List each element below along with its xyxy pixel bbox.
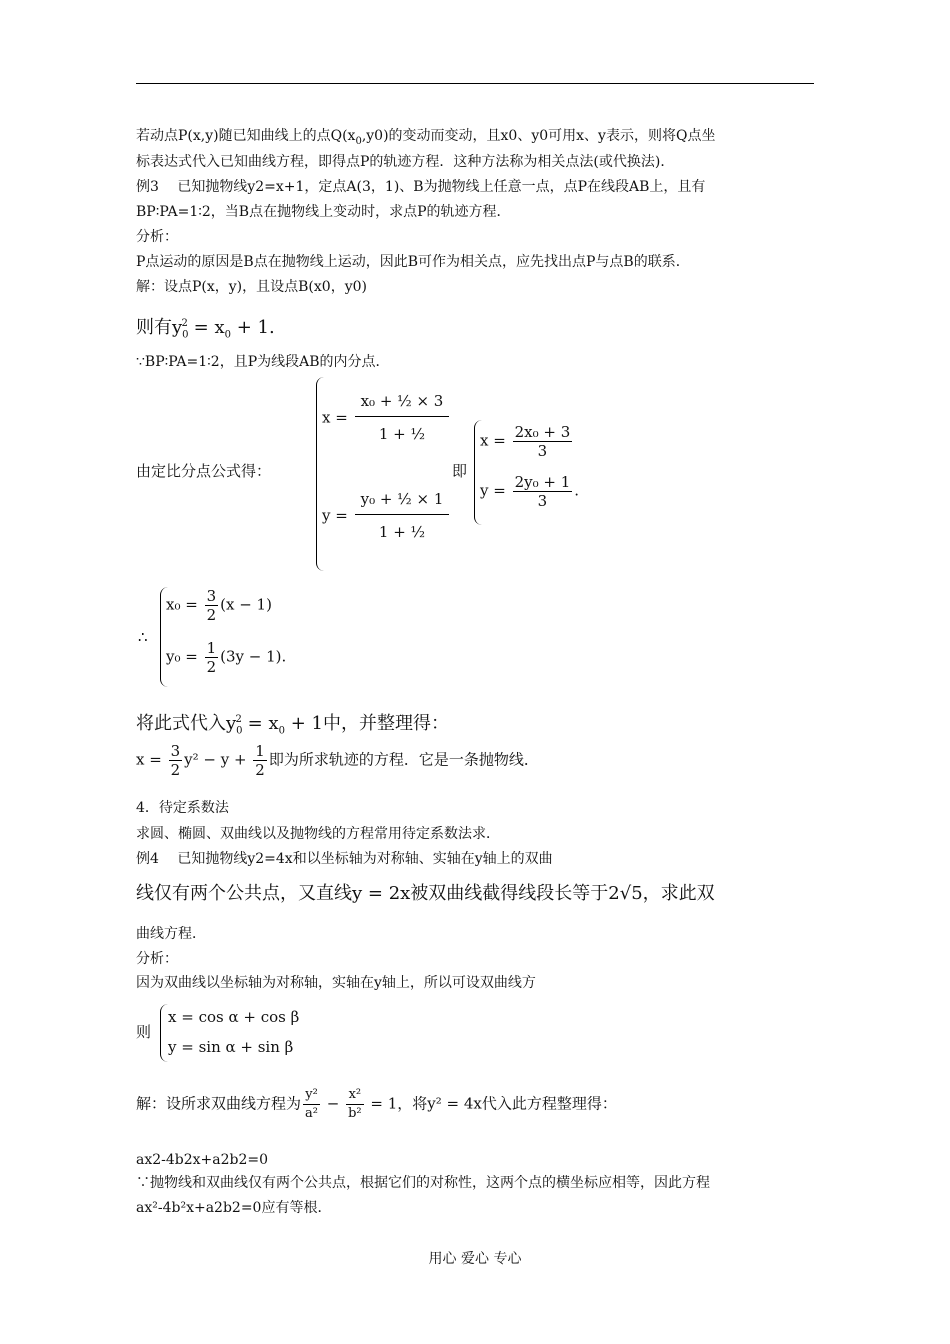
text-line: 标表达式代入已知曲线方程，即得点P的轨迹方程．这种方法称为相关点法(或代换法)． bbox=[136, 154, 675, 170]
text-label: 则 bbox=[136, 1023, 152, 1041]
equation-x0: x₀ = $\frac{3}{2}$ (x − 1) bbox=[166, 587, 272, 624]
equation-x: x = cos α + cos β bbox=[168, 1008, 300, 1026]
text-line: ∵BP∶PA=1∶2，且P为线段AB的内分点． bbox=[136, 354, 390, 370]
equation-line: 则有$y_0^2 = x_0 + 1$. bbox=[136, 317, 275, 341]
header-rule bbox=[136, 83, 814, 84]
section-heading: 4．待定系数法 bbox=[136, 800, 229, 816]
text-line: ∵抛物线和双曲线仅有两个公共点，根据它们的对称性，这两个点的横坐标应相等，因此方程 bbox=[136, 1175, 710, 1191]
equation-line: 将此式代入$y_0^2 = x_0 + 1$中，并整理得： bbox=[136, 713, 449, 737]
text-line: 若动点P(x,y)随已知曲线上的点$Q(x_0,y0)$的变动而变动，且x0、y0可用x、y表示，则将Q点坐 bbox=[136, 128, 716, 147]
text-line: 解：设点P(x，y)，且设点B(x0，y0) bbox=[136, 279, 367, 295]
equation-y: y = $\frac{\text{y₀ + ½ × 1}}{\text{1 + ½}}$ bbox=[322, 484, 451, 549]
therefore-sign: ∴ bbox=[138, 628, 148, 646]
text-line: 因为双曲线以坐标轴为对称轴，实轴在y轴上，所以可设双曲线方 bbox=[136, 975, 536, 991]
text-line: 线仅有两个公共点，又直线y = 2x被双曲线截得线段长等于2√5，求此双 bbox=[136, 883, 715, 904]
equation-x: x = $\frac{\text{x₀ + ½ × 3}}{\text{1 + ½}}$ bbox=[322, 386, 451, 451]
equation-line: x = $\frac{3}{2}$ y² − y + $\frac{1}{2}$ 即为所求轨迹的方程．它是一条抛物线． bbox=[136, 742, 539, 779]
text-line: 曲线方程． bbox=[136, 926, 206, 942]
page-footer: 用心 爱心 专心 bbox=[428, 1251, 522, 1267]
equation-x: x = $\frac{\text{2x₀ + 3}}{3}$ bbox=[480, 423, 571, 460]
text-line: P点运动的原因是B点在抛物线上运动，因此B可作为相关点，应先找出点P与点B的联系． bbox=[136, 254, 690, 270]
text-label: 即 bbox=[452, 462, 468, 480]
text-line: 分析： bbox=[136, 229, 178, 245]
equation-y: y = sin α + sin β bbox=[168, 1038, 294, 1056]
text-line: ax2-4b2x+a2b2=0 bbox=[136, 1152, 269, 1168]
text-line: ax²-4b²x+a2b2=0应有等根． bbox=[136, 1200, 332, 1216]
equation-y: y = $\frac{\text{2y₀ + 1}}{3}$ . bbox=[480, 473, 580, 510]
equation-y0: y₀ = $\frac{1}{2}$ (3y − 1). bbox=[166, 639, 287, 676]
text-line: 求圆、椭圆、双曲线以及抛物线的方程常用待定系数法求． bbox=[136, 826, 500, 842]
text-line: BP∶PA=1∶2，当B点在抛物线上变动时，求点P的轨迹方程． bbox=[136, 204, 511, 220]
text-line: 例4 已知抛物线y2=4x和以坐标轴为对称轴、实轴在y轴上的双曲 bbox=[136, 851, 553, 867]
text-line: 分析： bbox=[136, 951, 178, 967]
text-label: 由定比分点公式得： bbox=[136, 462, 272, 480]
text-line: 例3 已知抛物线y2=x+1，定点A(3，1)、B为抛物线上任意一点，点P在线段AB上，且有 bbox=[136, 179, 706, 195]
equation-line: 解：设所求双曲线方程为 $\frac{\text{y²}}{\text{a²}}$ − $\frac{\text{x²}}{\text{b²}}$ = 1，将y² = 4x代入此方程整理得： bbox=[136, 1087, 617, 1121]
